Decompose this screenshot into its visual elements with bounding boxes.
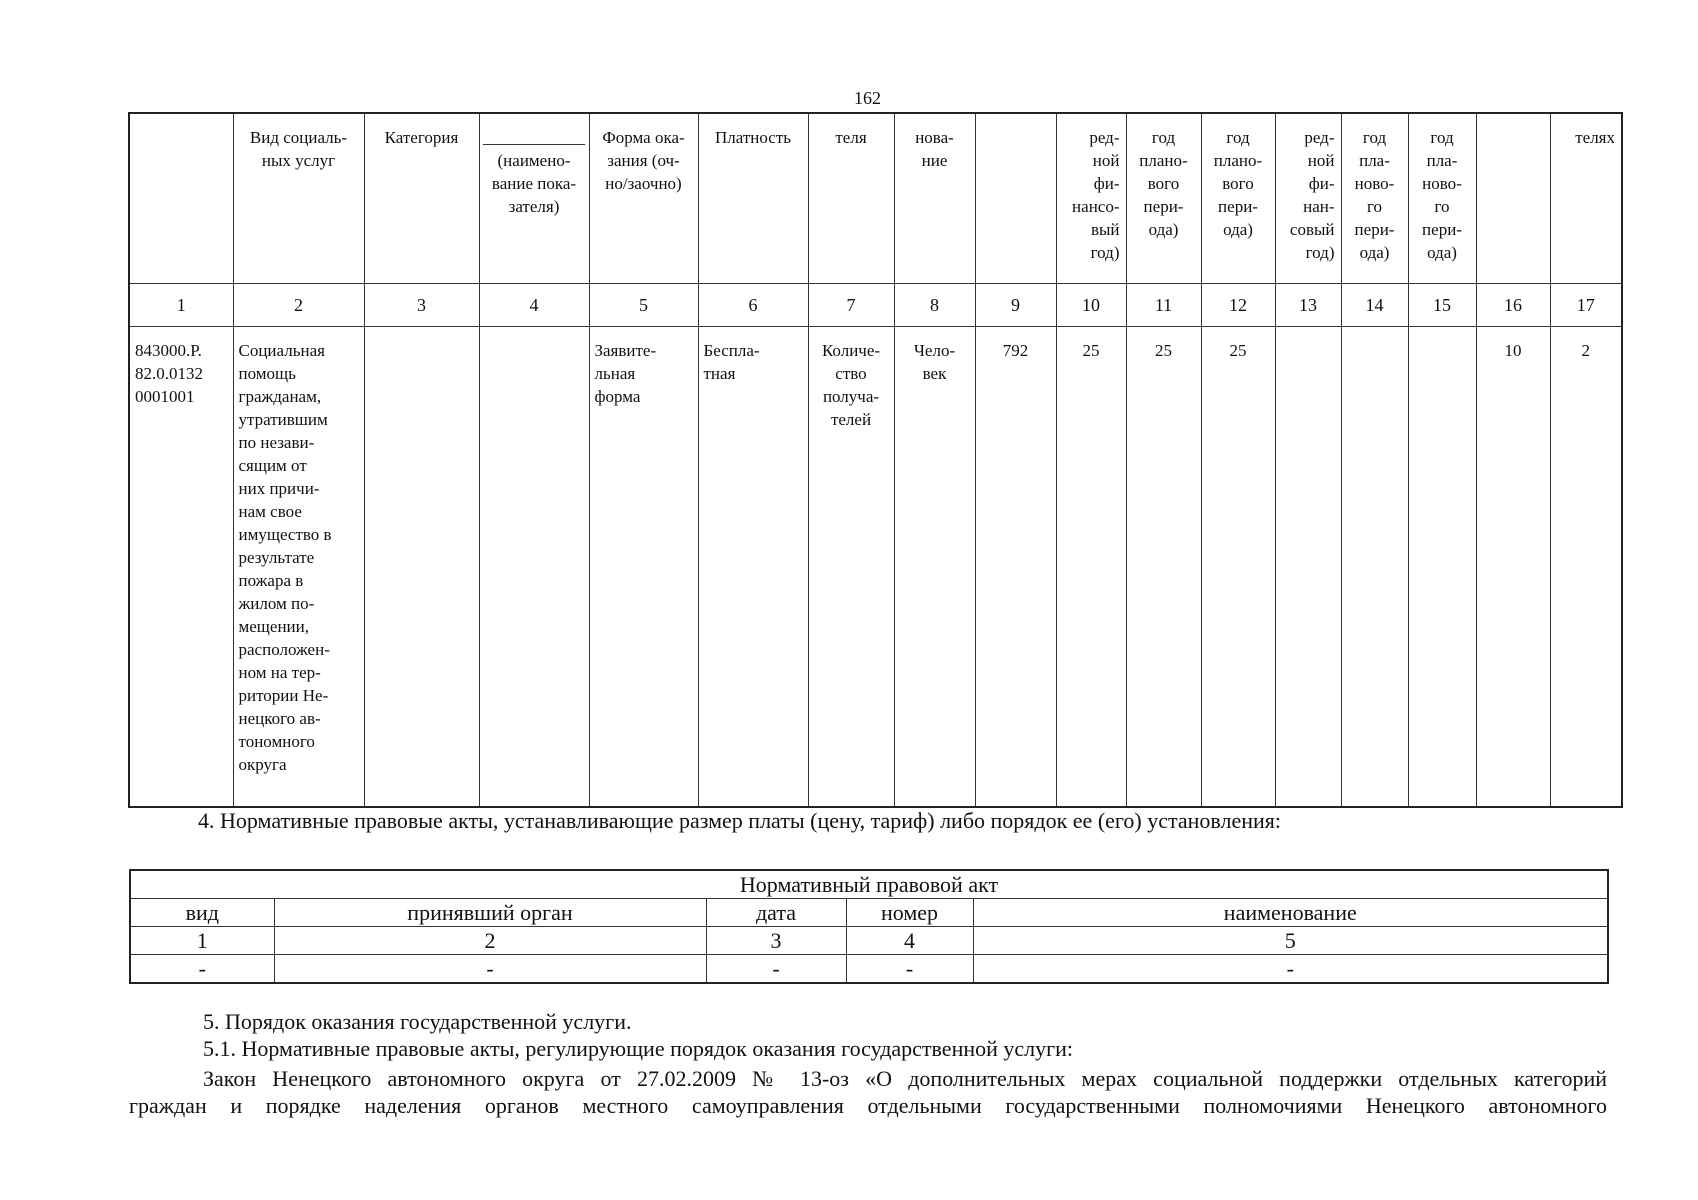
- column-number: 2: [274, 927, 706, 955]
- header-cell: ред- ной фи- нан- совый год): [1275, 113, 1341, 284]
- header-cell: нова- ние: [894, 113, 975, 284]
- table-cell: -: [130, 955, 274, 984]
- okei-code-cell: 792: [975, 327, 1056, 808]
- column-number: 9: [975, 284, 1056, 327]
- header-cell: [1476, 113, 1550, 284]
- header-cell: Категория: [364, 113, 479, 284]
- column-number: 12: [1201, 284, 1275, 327]
- table-header-row: [129, 113, 1622, 284]
- header-cell: [129, 113, 233, 284]
- column-number: 7: [808, 284, 894, 327]
- table-row: [129, 327, 1622, 808]
- deviation-cell: 10: [1476, 327, 1550, 808]
- column-number: 8: [894, 284, 975, 327]
- law-reference-line: граждан и порядке наделения органов местного самоуправления отдельными государственными полномочиями Ненецкого автономного: [129, 1093, 1607, 1118]
- header-cell: наименование: [973, 899, 1608, 927]
- column-number: 1: [129, 284, 233, 327]
- header-cell: Вид социаль- ных услуг: [233, 113, 364, 284]
- value-cell: 25: [1056, 327, 1126, 808]
- header-cell: ред- ной фи- нансо- вый год): [1056, 113, 1126, 284]
- column-number: 3: [364, 284, 479, 327]
- service-indicators-table: [128, 112, 1623, 808]
- column-number: 10: [1056, 284, 1126, 327]
- header-cell: ____________ (наимено- вание пока- зателя): [479, 113, 589, 284]
- indicator-name-cell: Количе- ство получа- телей: [808, 327, 894, 808]
- column-number: 11: [1126, 284, 1201, 327]
- section-5-1-heading: 5.1. Нормативные правовые акты, регулирующие порядок оказания государственной услуги:: [203, 1036, 1074, 1061]
- header-cell: телях: [1550, 113, 1622, 284]
- value-cell: [1408, 327, 1476, 808]
- column-number: 16: [1476, 284, 1550, 327]
- header-cell: номер: [846, 899, 973, 927]
- acts-table-title: Нормативный правовой акт: [130, 870, 1608, 899]
- header-cell: год плано- вого пери- ода): [1126, 113, 1201, 284]
- header-cell: год плано- вого пери- ода): [1201, 113, 1275, 284]
- header-cell: [975, 113, 1056, 284]
- registry-number-cell: 843000.Р. 82.0.0132 0001001: [129, 327, 233, 808]
- table-row: [130, 955, 1608, 984]
- value-cell: [1275, 327, 1341, 808]
- section-5-heading: 5. Порядок оказания государственной услуги.: [203, 1009, 632, 1034]
- column-number: 3: [706, 927, 846, 955]
- column-number: 13: [1275, 284, 1341, 327]
- column-number: 4: [846, 927, 973, 955]
- column-number: 6: [698, 284, 808, 327]
- value-cell: [1341, 327, 1408, 808]
- column-number: 14: [1341, 284, 1408, 327]
- section-4-heading: 4. Нормативные правовые акты, устанавливающие размер платы (цену, тариф) либо порядок ее (его) установления:: [198, 808, 1282, 833]
- column-number: 1: [130, 927, 274, 955]
- form-cell: Заявите- льная форма: [589, 327, 698, 808]
- column-number: 5: [973, 927, 1608, 955]
- value-cell: 25: [1126, 327, 1201, 808]
- law-reference-line: Закон Ненецкого автономного округа от 27.02.2009 № 13-оз «О дополнительных мерах социальной поддержки отдельных категорий: [203, 1066, 1607, 1091]
- header-cell: Форма ока- зания (оч- но/заочно): [589, 113, 698, 284]
- column-number: 15: [1408, 284, 1476, 327]
- deviation-cell: 2: [1550, 327, 1622, 808]
- acts-title-row: [130, 870, 1608, 899]
- page-number: 162: [854, 88, 881, 108]
- category-cell: [364, 327, 479, 808]
- header-cell: дата: [706, 899, 846, 927]
- acts-header-row: [130, 899, 1608, 927]
- header-cell: вид: [130, 899, 274, 927]
- table-cell: -: [706, 955, 846, 984]
- column-number-row: [129, 284, 1622, 327]
- unit-cell: Чело- век: [894, 327, 975, 808]
- header-cell: год пла- ново- го пери- ода): [1408, 113, 1476, 284]
- table-cell: -: [973, 955, 1608, 984]
- header-cell: год пла- ново- го пери- ода): [1341, 113, 1408, 284]
- legal-acts-table: [129, 869, 1609, 984]
- payment-cell: Бесплa- тная: [698, 327, 808, 808]
- header-cell: принявший орган: [274, 899, 706, 927]
- header-cell: Платность: [698, 113, 808, 284]
- table-cell: -: [846, 955, 973, 984]
- indicator-cell: [479, 327, 589, 808]
- table-cell: -: [274, 955, 706, 984]
- column-number: 4: [479, 284, 589, 327]
- acts-number-row: [130, 927, 1608, 955]
- column-number: 5: [589, 284, 698, 327]
- service-type-cell: Социальная помощь гражданам, утратившим по незави- сящим от них причи- нам свое имущество в результате пожара в жилом по- мещении, расположен- ном на тер- ритории Не- нецкого ав- тономного округа: [233, 327, 364, 808]
- column-number: 2: [233, 284, 364, 327]
- header-cell: теля: [808, 113, 894, 284]
- column-number: 17: [1550, 284, 1622, 327]
- value-cell: 25: [1201, 327, 1275, 808]
